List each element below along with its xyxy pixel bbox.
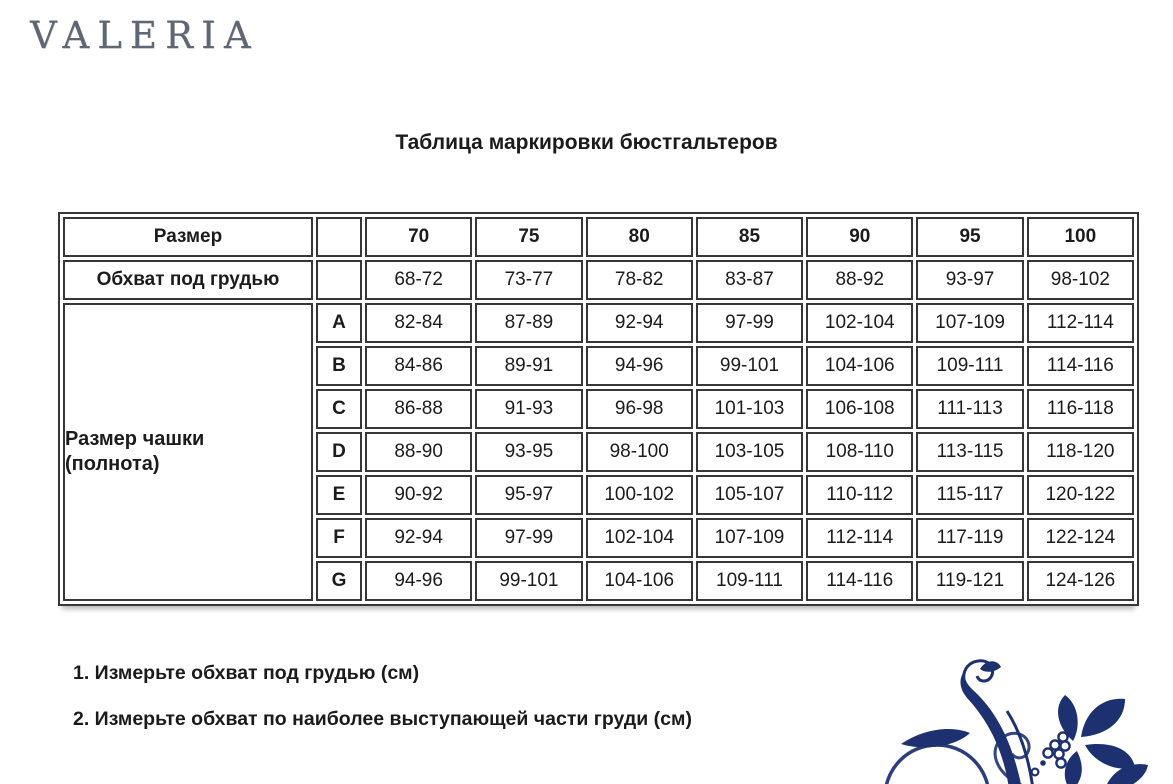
size-col-header: 80 (586, 217, 693, 257)
cup-letter-cell: E (316, 475, 362, 515)
cup-range-cell: 96-98 (586, 389, 693, 429)
cup-letter-cell: A (316, 303, 362, 343)
instruction-step-2: 2. Измерьте обхват по наиболее выступающей части груди (см) (73, 708, 692, 730)
underbust-value-cell: 88-92 (806, 260, 913, 300)
underbust-value-cell: 68-72 (365, 260, 472, 300)
cup-range-cell: 106-108 (806, 389, 913, 429)
cup-range-cell: 124-126 (1027, 561, 1134, 601)
cup-range-cell: 115-117 (916, 475, 1023, 515)
cup-range-cell: 94-96 (586, 346, 693, 386)
cup-size-row-label-line: (полнота) (65, 453, 160, 475)
underbust-empty-cell (316, 260, 362, 300)
cup-letter-cell: C (316, 389, 362, 429)
cup-range-cell: 112-114 (1027, 303, 1134, 343)
underbust-row-label: Обхват под грудью (63, 260, 313, 300)
cup-size-row-label (63, 303, 313, 601)
cup-range-cell: 107-109 (916, 303, 1023, 343)
cup-range-cell: 122-124 (1027, 518, 1134, 558)
cup-range-cell: 101-103 (696, 389, 803, 429)
size-col-header: 75 (475, 217, 582, 257)
cup-range-cell: 102-104 (806, 303, 913, 343)
cup-range-cell: 86-88 (365, 389, 472, 429)
cup-range-cell: 109-111 (696, 561, 803, 601)
underbust-value-cell: 83-87 (696, 260, 803, 300)
cup-range-cell: 107-109 (696, 518, 803, 558)
cup-range-cell: 99-101 (696, 346, 803, 386)
cup-range-cell: 118-120 (1027, 432, 1134, 472)
cup-range-cell: 84-86 (365, 346, 472, 386)
cup-letter-cell: D (316, 432, 362, 472)
cup-range-cell: 99-101 (475, 561, 582, 601)
cup-range-cell: 100-102 (586, 475, 693, 515)
size-row-label: Размер (63, 217, 313, 257)
cup-range-cell: 110-112 (806, 475, 913, 515)
cup-letter-cell: F (316, 518, 362, 558)
cup-range-cell: 111-113 (916, 389, 1023, 429)
cup-range-cell: 92-94 (586, 303, 693, 343)
size-col-header: 85 (696, 217, 803, 257)
cup-letter-cell: B (316, 346, 362, 386)
cup-range-cell: 92-94 (365, 518, 472, 558)
cup-range-cell: 90-92 (365, 475, 472, 515)
cup-letter-cell: G (316, 561, 362, 601)
cup-range-cell: 119-121 (916, 561, 1023, 601)
floral-swirl-ornament-icon (873, 649, 1173, 784)
cup-range-cell: 91-93 (475, 389, 582, 429)
underbust-value-cell: 93-97 (916, 260, 1023, 300)
cup-range-cell: 82-84 (365, 303, 472, 343)
cup-range-cell: 113-115 (916, 432, 1023, 472)
cup-range-cell: 102-104 (586, 518, 693, 558)
size-col-header: 70 (365, 217, 472, 257)
cup-range-cell: 104-106 (806, 346, 913, 386)
cup-range-cell: 97-99 (696, 303, 803, 343)
cup-range-cell: 97-99 (475, 518, 582, 558)
underbust-value-cell: 73-77 (475, 260, 582, 300)
cup-range-cell: 93-95 (475, 432, 582, 472)
cup-range-cell: 112-114 (806, 518, 913, 558)
cup-range-cell: 88-90 (365, 432, 472, 472)
page-title: Таблица маркировки бюстгальтеров (395, 131, 778, 154)
size-col-header: 100 (1027, 217, 1134, 257)
cup-range-cell: 116-118 (1027, 389, 1134, 429)
cup-range-cell: 103-105 (696, 432, 803, 472)
size-col-header: 90 (806, 217, 913, 257)
cup-range-cell: 109-111 (916, 346, 1023, 386)
cup-range-cell: 104-106 (586, 561, 693, 601)
cup-range-cell: 120-122 (1027, 475, 1134, 515)
cup-range-cell: 117-119 (916, 518, 1023, 558)
underbust-value-cell: 78-82 (586, 260, 693, 300)
brand-logo: VALERIA (30, 14, 259, 57)
cup-range-cell: 89-91 (475, 346, 582, 386)
cup-range-cell: 114-116 (1027, 346, 1134, 386)
cup-range-cell: 87-89 (475, 303, 582, 343)
measurement-instructions (73, 662, 692, 754)
cup-range-cell: 94-96 (365, 561, 472, 601)
cup-range-cell: 114-116 (806, 561, 913, 601)
bra-size-table (58, 212, 1139, 606)
cup-range-cell: 98-100 (586, 432, 693, 472)
cup-range-cell: 105-107 (696, 475, 803, 515)
size-col-header: 95 (916, 217, 1023, 257)
corner-cell (316, 217, 362, 257)
underbust-value-cell: 98-102 (1027, 260, 1134, 300)
cup-range-cell: 95-97 (475, 475, 582, 515)
cup-size-row-label-line: Размер чашки (65, 428, 205, 450)
cup-range-cell: 108-110 (806, 432, 913, 472)
instruction-step-1: 1. Измерьте обхват под грудью (см) (73, 662, 420, 684)
